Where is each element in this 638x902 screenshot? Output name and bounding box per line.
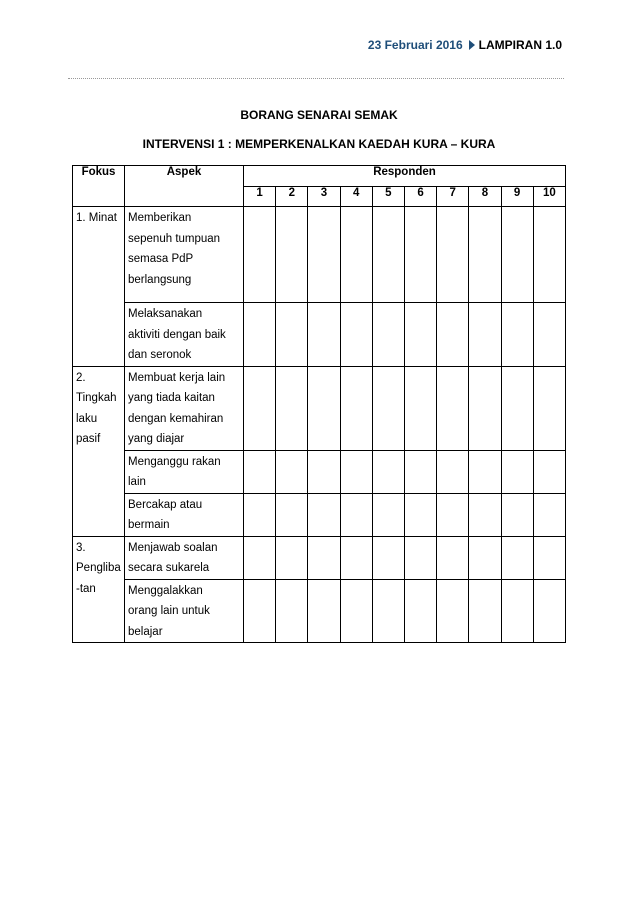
form-title: BORANG SENARAI SEMAK xyxy=(240,108,398,122)
header-divider xyxy=(68,78,564,79)
fokus-text: laku xyxy=(76,412,98,425)
responden-checkbox-cell[interactable] xyxy=(340,536,372,579)
responden-checkbox-cell[interactable] xyxy=(469,366,501,450)
fokus-text: Tingkah xyxy=(76,392,117,404)
responden-checkbox-cell[interactable] xyxy=(533,303,565,367)
fokus-cell xyxy=(73,536,125,643)
responden-checkbox-cell[interactable] xyxy=(533,536,565,579)
responden-checkbox-cell[interactable] xyxy=(501,450,533,493)
responden-checkbox-cell[interactable] xyxy=(340,493,372,536)
aspek-text: aktiviti dengan baik xyxy=(128,328,226,341)
responden-checkbox-cell[interactable] xyxy=(437,303,469,367)
aspek-text: bermain xyxy=(128,519,170,531)
responden-checkbox-cell[interactable] xyxy=(533,207,565,303)
fokus-text: 1. Minat xyxy=(76,212,117,224)
responden-checkbox-cell[interactable] xyxy=(404,536,436,579)
aspek-text: semasa PdP xyxy=(128,253,194,265)
responden-checkbox-cell[interactable] xyxy=(404,207,436,303)
triangle-right-icon xyxy=(469,40,475,50)
aspek-text: Bercakap atau xyxy=(128,498,203,511)
table-row xyxy=(73,303,566,367)
responden-checkbox-cell[interactable] xyxy=(469,303,501,367)
responden-checkbox-cell[interactable] xyxy=(533,450,565,493)
aspek-cell xyxy=(125,366,244,450)
responden-checkbox-cell[interactable] xyxy=(437,579,469,643)
responden-checkbox-cell[interactable] xyxy=(276,303,308,367)
aspek-text: secara sukarela xyxy=(128,562,210,574)
aspek-text: sepenuh tumpuan xyxy=(128,232,221,245)
responden-checkbox-cell[interactable] xyxy=(340,579,372,643)
responden-checkbox-cell[interactable] xyxy=(372,207,404,303)
responden-checkbox-cell[interactable] xyxy=(244,579,276,643)
responden-checkbox-cell[interactable] xyxy=(276,207,308,303)
responden-checkbox-cell[interactable] xyxy=(308,450,340,493)
responden-checkbox-cell[interactable] xyxy=(404,303,436,367)
aspek-cell xyxy=(125,207,244,303)
responden-number: 9 xyxy=(501,187,533,207)
responden-checkbox-cell[interactable] xyxy=(308,579,340,643)
aspek-text: dengan kemahiran xyxy=(128,412,224,425)
header-aspek: Aspek xyxy=(125,166,244,207)
responden-number: 10 xyxy=(533,187,565,207)
responden-checkbox-cell[interactable] xyxy=(340,207,372,303)
aspek-text: dan seronok xyxy=(128,349,192,361)
responden-checkbox-cell[interactable] xyxy=(372,579,404,643)
aspek-text: Melaksanakan xyxy=(128,308,203,320)
responden-checkbox-cell[interactable] xyxy=(372,493,404,536)
fokus-text: -tan xyxy=(76,582,96,595)
responden-checkbox-cell[interactable] xyxy=(308,366,340,450)
aspek-text: Menganggu rakan xyxy=(128,455,221,468)
aspek-cell xyxy=(125,493,244,536)
responden-checkbox-cell[interactable] xyxy=(469,493,501,536)
table-row xyxy=(73,579,566,643)
responden-checkbox-cell[interactable] xyxy=(437,450,469,493)
checklist-table xyxy=(72,165,566,643)
responden-checkbox-cell[interactable] xyxy=(501,303,533,367)
fokus-cell xyxy=(73,207,125,367)
table-row xyxy=(73,536,566,579)
aspek-text: lain xyxy=(128,476,146,488)
table-row xyxy=(73,207,566,303)
header-fokus: Fokus xyxy=(73,166,125,207)
table-row xyxy=(73,366,566,450)
responden-checkbox-cell[interactable] xyxy=(404,579,436,643)
responden-number: 6 xyxy=(404,187,436,207)
responden-checkbox-cell[interactable] xyxy=(308,303,340,367)
aspek-text: Menjawab soalan xyxy=(128,541,218,554)
responden-checkbox-cell[interactable] xyxy=(469,450,501,493)
responden-checkbox-cell[interactable] xyxy=(372,366,404,450)
responden-checkbox-cell[interactable] xyxy=(404,366,436,450)
responden-checkbox-cell[interactable] xyxy=(340,450,372,493)
responden-checkbox-cell[interactable] xyxy=(340,303,372,367)
header-date: 23 Februari 2016 xyxy=(367,38,463,52)
responden-number: 3 xyxy=(308,187,340,207)
fokus-text: pasif xyxy=(76,433,101,445)
responden-checkbox-cell[interactable] xyxy=(501,536,533,579)
responden-checkbox-cell[interactable] xyxy=(244,366,276,450)
responden-number: 1 xyxy=(244,187,276,207)
responden-checkbox-cell[interactable] xyxy=(533,366,565,450)
aspek-text: berlangsung xyxy=(128,273,192,286)
fokus-text: 2. xyxy=(76,371,86,384)
responden-checkbox-cell[interactable] xyxy=(469,207,501,303)
responden-checkbox-cell[interactable] xyxy=(340,366,372,450)
fokus-text: 3. xyxy=(76,541,86,554)
fokus-cell xyxy=(73,366,125,536)
responden-checkbox-cell[interactable] xyxy=(276,493,308,536)
aspek-cell xyxy=(125,579,244,643)
responden-checkbox-cell[interactable] xyxy=(437,536,469,579)
table-row xyxy=(73,493,566,536)
header-responden: Responden xyxy=(244,166,566,187)
responden-checkbox-cell[interactable] xyxy=(469,536,501,579)
aspek-text: Memberikan xyxy=(128,212,192,224)
fokus-text: Pengliba xyxy=(76,562,121,574)
responden-checkbox-cell[interactable] xyxy=(404,450,436,493)
responden-checkbox-cell[interactable] xyxy=(501,579,533,643)
responden-checkbox-cell[interactable] xyxy=(308,536,340,579)
aspek-text: belajar xyxy=(128,625,163,638)
responden-checkbox-cell[interactable] xyxy=(469,579,501,643)
responden-checkbox-cell[interactable] xyxy=(276,536,308,579)
aspek-text: Membuat kerja lain xyxy=(128,371,226,384)
responden-checkbox-cell[interactable] xyxy=(244,450,276,493)
responden-checkbox-cell[interactable] xyxy=(244,536,276,579)
responden-checkbox-cell[interactable] xyxy=(501,366,533,450)
aspek-cell xyxy=(125,303,244,367)
responden-number: 2 xyxy=(276,187,308,207)
aspek-cell xyxy=(125,450,244,493)
responden-checkbox-cell[interactable] xyxy=(244,493,276,536)
responden-checkbox-cell[interactable] xyxy=(501,493,533,536)
responden-checkbox-cell[interactable] xyxy=(276,450,308,493)
responden-checkbox-cell[interactable] xyxy=(437,493,469,536)
responden-checkbox-cell[interactable] xyxy=(533,493,565,536)
responden-number: 5 xyxy=(372,187,404,207)
responden-checkbox-cell[interactable] xyxy=(533,579,565,643)
responden-checkbox-cell[interactable] xyxy=(308,207,340,303)
responden-checkbox-cell[interactable] xyxy=(404,493,436,536)
responden-checkbox-cell[interactable] xyxy=(501,207,533,303)
responden-checkbox-cell[interactable] xyxy=(276,366,308,450)
aspek-text: Menggalakkan xyxy=(128,584,203,597)
aspek-text: yang diajar xyxy=(128,433,185,445)
form-subtitle: INTERVENSI 1 : MEMPERKENALKAN KAEDAH KURA – KURA xyxy=(142,137,496,151)
table-row xyxy=(73,450,566,493)
responden-number: 7 xyxy=(437,187,469,207)
responden-checkbox-cell[interactable] xyxy=(372,536,404,579)
responden-number: 4 xyxy=(340,187,372,207)
responden-checkbox-cell[interactable] xyxy=(308,493,340,536)
aspek-text: yang tiada kaitan xyxy=(128,392,215,404)
responden-checkbox-cell[interactable] xyxy=(244,303,276,367)
aspek-cell xyxy=(125,536,244,579)
responden-checkbox-cell[interactable] xyxy=(437,366,469,450)
header-section: LAMPIRAN 1.0 xyxy=(478,38,562,52)
responden-checkbox-cell[interactable] xyxy=(244,207,276,303)
responden-checkbox-cell[interactable] xyxy=(372,450,404,493)
responden-number: 8 xyxy=(469,187,501,207)
responden-checkbox-cell[interactable] xyxy=(372,303,404,367)
page-header xyxy=(368,38,562,52)
aspek-text: orang lain untuk xyxy=(128,605,210,617)
responden-checkbox-cell[interactable] xyxy=(437,207,469,303)
responden-checkbox-cell[interactable] xyxy=(276,579,308,643)
